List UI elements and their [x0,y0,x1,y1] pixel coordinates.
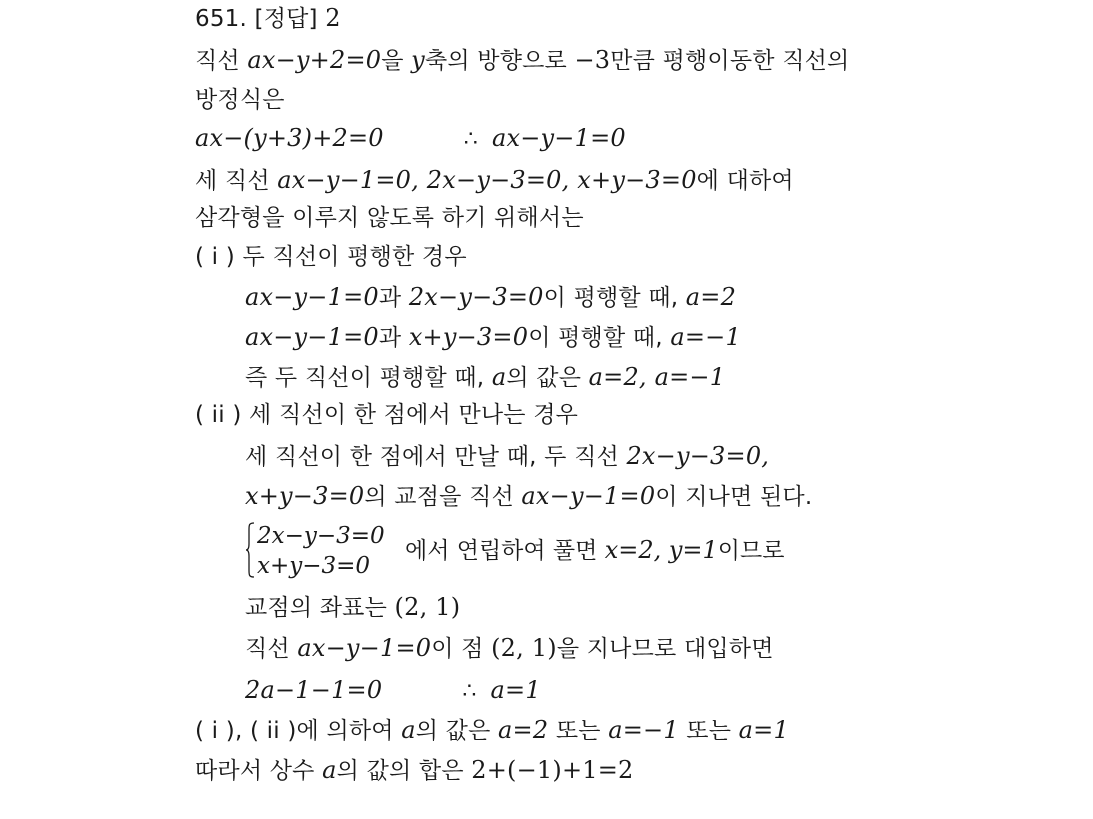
math-expression: x+y−3=0 [408,323,529,351]
math-expression: 2+(−1)+1=2 [471,756,634,784]
equation-line [245,675,541,707]
text-span: 따라서 상수 [195,758,323,784]
text-span: 의 교점을 직선 [364,484,522,510]
math-expression: (2, 1) [394,593,461,621]
text-line [405,535,784,566]
text-span: 세 직선이 한 점에서 만날 때, 두 직선 [245,444,627,470]
conclusion-line [195,755,634,786]
math-expression: a=1 [490,676,541,704]
math-expression: ax−y−1=0 [491,124,626,152]
text-span: 또는 [548,718,609,744]
left-brace-icon [245,522,255,578]
math-expression: a=2, a=−1 [588,363,726,391]
text-line [245,322,741,353]
therefore-symbol: ∴ [462,679,477,704]
text-span: ( ii ) 세 직선이 한 점에서 만나는 경우 [195,402,579,428]
math-expression: 2x−y−3=0 [408,283,544,311]
text-span: ( i ), ( ii )에 의하여 [195,718,402,744]
math-expression: ax−y−1=0 [297,634,432,662]
text-line [245,362,725,393]
math-expression: ax−(y+3)+2=0 [195,124,384,152]
text-span: 이 지나면 된다. [655,484,813,510]
text-span: 만큼 평행이동한 직선의 [610,48,850,74]
text-line [195,715,789,746]
math-expression: a=−1 [608,716,679,744]
text-span: 세 직선 [195,168,278,194]
case-heading [195,400,578,430]
text-span: 의 값은 [506,365,589,391]
text-line [245,441,769,472]
text-span: 과 [378,325,409,351]
equation-line [195,123,626,155]
case-heading [195,242,467,272]
math-expression: −3 [574,46,611,74]
text-line [245,633,774,664]
text-line [245,592,460,623]
system-equation-2: x+y−3=0 [257,553,371,579]
text-line [195,45,849,76]
math-expression: y [411,46,425,74]
therefore-symbol: ∴ [463,127,478,152]
text-line [195,165,794,196]
math-expression: (2, 1) [491,634,557,662]
math-expression: ax−y−1=0 [521,482,656,510]
text-line [195,85,285,115]
math-expression: ax−y−1=0 [245,283,379,311]
answer-value: 2 [325,4,341,32]
text-line [195,203,584,233]
math-expression: ax−y−1=0, 2x−y−3=0, x+y−3=0 [277,166,697,194]
text-span: 을 [381,48,412,74]
problem-number: 651. [195,6,248,32]
math-expression: 2a−1−1=0 [245,676,383,704]
text-line [245,481,812,512]
text-span: 의 값은 [415,718,499,744]
text-span: 즉 두 직선이 평행할 때, [245,365,492,391]
text-span: 에서 연립하여 풀면 [405,538,605,564]
math-expression: a=2 [685,283,737,311]
text-span: 과 [378,285,409,311]
text-span: 의 값의 합은 [336,758,472,784]
text-span: 에 대하여 [696,168,794,194]
math-expression: a=−1 [670,323,741,351]
text-span: 직선 [245,636,298,662]
math-expression: a [401,716,416,744]
math-expression: ax−y−1=0 [245,323,379,351]
text-span: 삼각형을 이루지 않도록 하기 위해서는 [195,205,584,231]
math-expression: x=2, y=1 [604,536,718,564]
text-span: 이 점 [431,636,492,662]
system-equation-1: 2x−y−3=0 [257,523,385,549]
text-span: 교점의 좌표는 [245,595,395,621]
math-expression: a=2 [498,716,549,744]
text-span: 을 지나므로 대입하면 [556,636,774,662]
text-span: ( i ) 두 직선이 평행한 경우 [195,244,467,270]
text-span: 방정식은 [195,87,285,113]
answer-label: [정답] [254,6,318,32]
solution-header [195,3,341,34]
math-expression: x+y−3=0 [245,482,365,510]
math-expression: 2x−y−3=0, [626,442,770,470]
text-span: 이 평행할 때, [528,325,671,351]
text-span: 이 평행할 때, [543,285,686,311]
math-expression: ax−y+2=0 [247,46,382,74]
text-span: 또는 [678,718,739,744]
text-span: 이므로 [717,538,785,564]
text-span: 직선 [195,48,248,74]
math-expression: a [491,363,507,391]
text-line [245,282,736,313]
math-expression: a [322,756,337,784]
math-expression: a=1 [738,716,789,744]
text-span: 축의 방향으로 [424,48,575,74]
